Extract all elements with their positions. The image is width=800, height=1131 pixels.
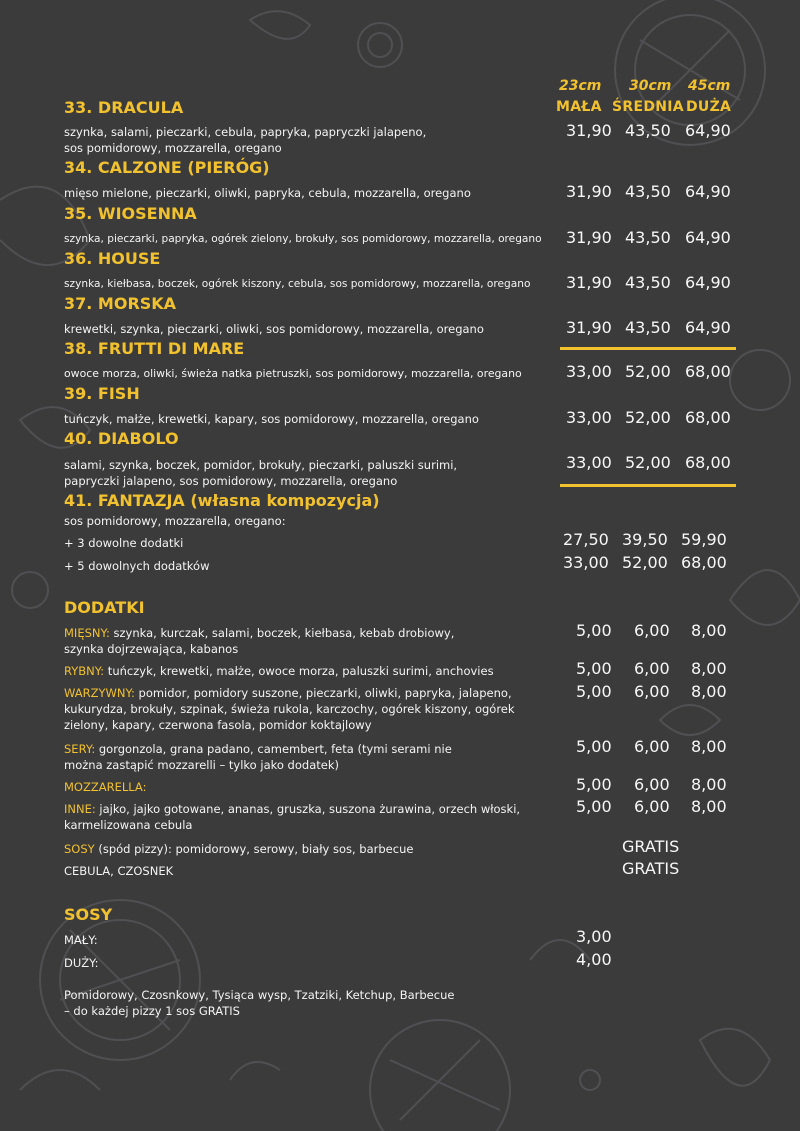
price-medium: 6,00 — [634, 737, 670, 756]
price-medium: 52,00 — [625, 362, 671, 381]
size-medium-header: 30cm — [629, 78, 672, 94]
price-medium: 43,50 — [625, 273, 671, 292]
price-medium: 6,00 — [634, 621, 670, 640]
price-large: 8,00 — [691, 737, 727, 756]
pizza-title: 40. DIABOLO — [64, 429, 179, 448]
sauce-price: 4,00 — [576, 950, 612, 969]
addon-category: SOSY — [64, 842, 95, 856]
addon-items: pomidor, pomidory suszone, pieczarki, oliwki, papryka, jalapeno, kukurydza, brokuły, szpinak, świeża rukola, karczochy, ogórek kiszony, ogórek zielony, kapary, czerwona fasola, pomidor koktajlowy — [64, 686, 515, 732]
fantazja-option-label: + 5 dowolnych dodatków — [64, 559, 210, 573]
addon-category: SERY: — [64, 742, 96, 756]
price-large: 59,90 — [681, 530, 727, 549]
price-small: 27,50 — [563, 530, 609, 549]
price-small: 5,00 — [576, 621, 612, 640]
price-medium: 52,00 — [622, 553, 668, 572]
price-large: 64,90 — [685, 121, 731, 140]
addon-category: WARZYWNY: — [64, 686, 135, 700]
price-large: 8,00 — [691, 797, 727, 816]
size-large-header: 45cm — [688, 78, 731, 94]
price-large: 64,90 — [685, 228, 731, 247]
pizza-description: tuńczyk, małże, krewetki, kapary, sos pomidorowy, mozzarella, oregano — [64, 412, 479, 426]
price-medium: 6,00 — [634, 682, 670, 701]
price-large: 68,00 — [685, 362, 731, 381]
price-small: 33,00 — [566, 408, 612, 427]
price-large: 64,90 — [685, 318, 731, 337]
divider-line — [560, 484, 736, 487]
fantazja-option-label: + 3 dowolne dodatki — [64, 536, 184, 550]
price-large: 68,00 — [685, 453, 731, 472]
addon-items: tuńczyk, krewetki, małże, owoce morza, paluszki surimi, anchovies — [104, 664, 494, 678]
size-medium-name: ŚREDNIA — [612, 99, 684, 115]
section-title-dodatki: DODATKI — [64, 598, 145, 617]
addon-row — [64, 663, 494, 679]
pizza-description: szynka, pieczarki, papryka, ogórek zielony, brokuły, sos pomidorowy, mozzarella, oregano — [64, 233, 542, 245]
pizza-description: mięso mielone, pieczarki, oliwki, papryka, cebula, mozzarella, oregano — [64, 186, 471, 200]
addon-category: RYBNY: — [64, 664, 105, 678]
price-medium: 52,00 — [625, 408, 671, 427]
price-small: 33,00 — [563, 553, 609, 572]
addon-row — [64, 779, 146, 795]
pizza-description: owoce morza, oliwki, świeża natka pietruszki, sos pomidorowy, mozzarella, oregano — [64, 367, 522, 380]
price-small: 5,00 — [576, 797, 612, 816]
divider-line — [560, 347, 736, 350]
pizza-description: salami, szynka, boczek, pomidor, brokuły, pieczarki, paluszki surimi, papryczki jalapeno, sos pomidorowy, mozzarella, oregano — [64, 458, 458, 488]
addon-items: jajko, jajko gotowane, ananas, gruszka, suszona żurawina, orzech włoski, karmelizowana cebula — [64, 802, 521, 832]
pizza-title: 34. CALZONE (PIERÓG) — [64, 158, 270, 177]
price-large: 68,00 — [681, 553, 727, 572]
price-small: 31,90 — [566, 182, 612, 201]
price-gratis: GRATIS — [622, 837, 680, 856]
price-gratis: GRATIS — [622, 859, 680, 878]
addon-items: (spód pizzy): pomidorowy, serowy, biały sos, barbecue — [94, 842, 414, 856]
addon-category: MOZZARELLA: — [64, 780, 147, 794]
addon-category: CEBULA, CZOSNEK — [64, 864, 174, 878]
price-medium: 6,00 — [634, 797, 670, 816]
price-small: 5,00 — [576, 682, 612, 701]
pizza-title: 35. WIOSENNA — [64, 204, 197, 223]
addon-row — [64, 801, 534, 833]
pizza-description: szynka, kiełbasa, boczek, ogórek kiszony, cebula, sos pomidorowy, mozzarella, oregano — [64, 278, 531, 290]
addon-category: MIĘSNY: — [64, 626, 110, 640]
price-small: 31,90 — [566, 228, 612, 247]
addon-row-sosy — [64, 841, 413, 857]
price-medium: 43,50 — [625, 182, 671, 201]
addon-row — [64, 685, 534, 733]
price-small: 33,00 — [566, 453, 612, 472]
addon-category: INNE: — [64, 802, 96, 816]
sauce-size-label: MAŁY: — [64, 933, 98, 947]
pizza-description: szynka, salami, pieczarki, cebula, papryka, papryczki jalapeno, sos pomidorowy, mozzarella, oregano — [64, 125, 427, 155]
price-large: 8,00 — [691, 682, 727, 701]
price-medium: 52,00 — [625, 453, 671, 472]
fantazja-base: sos pomidorowy, mozzarella, oregano: — [64, 514, 286, 528]
price-small: 31,90 — [566, 121, 612, 140]
sauce-note: – do każdej pizzy 1 sos GRATIS — [64, 1004, 240, 1018]
price-medium: 6,00 — [634, 775, 670, 794]
pizza-title: 38. FRUTTI DI MARE — [64, 339, 245, 358]
sauce-price: 3,00 — [576, 927, 612, 946]
section-title-sosy: SOSY — [64, 905, 113, 924]
addon-row — [64, 625, 484, 657]
pizza-title: 36. HOUSE — [64, 249, 161, 268]
size-large-name: DUŻA — [686, 99, 732, 115]
size-small-header: 23cm — [559, 78, 602, 94]
price-small: 5,00 — [576, 659, 612, 678]
price-medium: 39,50 — [622, 530, 668, 549]
pizza-title: 41. FANTAZJA (własna kompozycja) — [64, 491, 380, 510]
price-large: 64,90 — [685, 182, 731, 201]
price-small: 5,00 — [576, 775, 612, 794]
price-medium: 43,50 — [625, 121, 671, 140]
price-large: 8,00 — [691, 621, 727, 640]
addon-items: gorgonzola, grana padano, camembert, feta (tymi serami nie można zastąpić mozzarelli – tylko jako dodatek) — [64, 742, 452, 772]
addon-items: szynka, kurczak, salami, boczek, kiełbasa, kebab drobiowy, szynka dojrzewająca, kabanos — [64, 626, 455, 656]
pizza-description: krewetki, szynka, pieczarki, oliwki, sos pomidorowy, mozzarella, oregano — [64, 322, 484, 336]
price-medium: 43,50 — [625, 228, 671, 247]
price-small: 33,00 — [566, 362, 612, 381]
addon-row — [64, 741, 464, 773]
pizza-title: 39. FISH — [64, 384, 140, 403]
price-large: 68,00 — [685, 408, 731, 427]
pizza-title: 33. DRACULA — [64, 98, 184, 117]
price-small: 5,00 — [576, 737, 612, 756]
price-large: 64,90 — [685, 273, 731, 292]
price-large: 8,00 — [691, 659, 727, 678]
pizza-title: 37. MORSKA — [64, 294, 177, 313]
price-small: 31,90 — [566, 273, 612, 292]
price-medium: 6,00 — [634, 659, 670, 678]
size-small-name: MAŁA — [556, 99, 602, 115]
price-small: 31,90 — [566, 318, 612, 337]
sauce-note: Pomidorowy, Czosnkowy, Tysiąca wysp, Tzatziki, Ketchup, Barbecue — [64, 988, 455, 1002]
price-large: 8,00 — [691, 775, 727, 794]
price-medium: 43,50 — [625, 318, 671, 337]
sauce-size-label: DUŻY: — [64, 956, 99, 970]
